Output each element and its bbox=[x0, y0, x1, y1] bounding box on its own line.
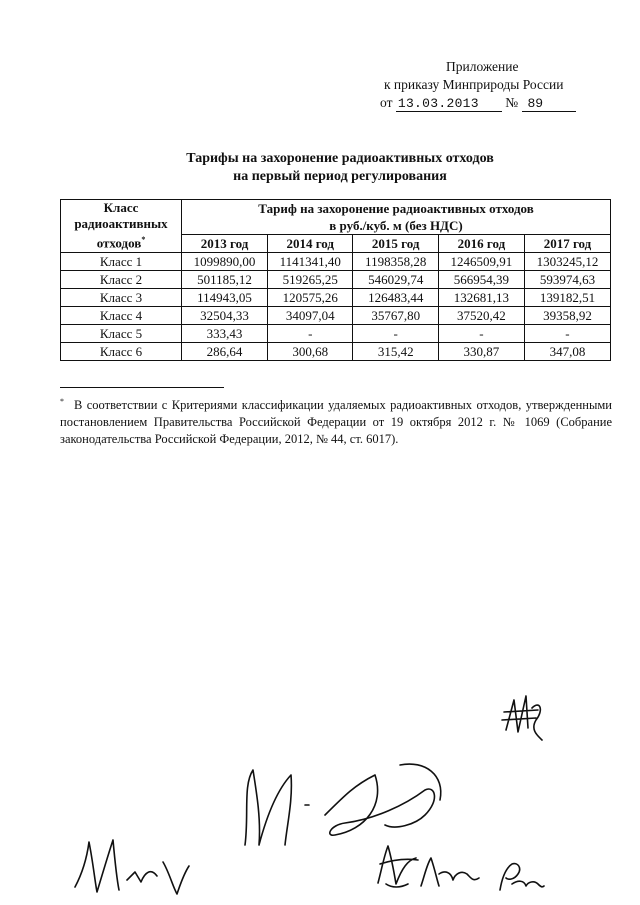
tariff-cell: 37520,42 bbox=[438, 307, 524, 325]
signature-mark bbox=[498, 690, 548, 750]
tariff-cell: 300,68 bbox=[268, 343, 353, 361]
table-header-row bbox=[61, 200, 611, 218]
tariff-header-line-1: Тариф на захоронение радиоактивных отходов bbox=[182, 200, 611, 218]
tariff-cell: 39358,92 bbox=[524, 307, 610, 325]
tariff-cell: 120575,26 bbox=[268, 289, 353, 307]
table-row bbox=[61, 325, 611, 343]
tariff-cell: - bbox=[353, 325, 438, 343]
tariff-cell: 34097,04 bbox=[268, 307, 353, 325]
year-header: 2016 год bbox=[438, 235, 524, 253]
tariff-cell: 139182,51 bbox=[524, 289, 610, 307]
table-row bbox=[61, 271, 611, 289]
footnote-mark: * bbox=[60, 397, 64, 406]
class-cell: Класс 4 bbox=[61, 307, 182, 325]
document-header bbox=[380, 58, 610, 112]
tariff-cell: 32504,33 bbox=[182, 307, 268, 325]
class-cell: Класс 2 bbox=[61, 271, 182, 289]
class-column-header bbox=[61, 200, 182, 253]
tariff-cell: - bbox=[524, 325, 610, 343]
tariff-table bbox=[60, 199, 611, 361]
class-cell: Класс 5 bbox=[61, 325, 182, 343]
tariff-cell: 35767,80 bbox=[353, 307, 438, 325]
year-header: 2014 год bbox=[268, 235, 353, 253]
tariff-cell: 546029,74 bbox=[353, 271, 438, 289]
year-header: 2015 год bbox=[353, 235, 438, 253]
title-line-2: на первый период регулирования bbox=[233, 169, 447, 184]
tariff-cell: 1141341,40 bbox=[268, 253, 353, 271]
tariff-cell: 1099890,00 bbox=[182, 253, 268, 271]
tariff-cell: 501185,12 bbox=[182, 271, 268, 289]
table-row bbox=[61, 289, 611, 307]
year-header: 2013 год bbox=[182, 235, 268, 253]
footnote-text: В соответствии с Критериями классификации удаляемых радиоактивных отходов, утвержденными постановлением Правительства Российской Федерации от 19 октября 2012 г. № 1069 (Собрание законодательства Российской Федерации, 2012, № 44, ст. 6017). bbox=[60, 398, 612, 447]
tariff-cell: 1303245,12 bbox=[524, 253, 610, 271]
signature-mark bbox=[492, 858, 547, 898]
tariff-cell: 519265,25 bbox=[268, 271, 353, 289]
document-title bbox=[60, 150, 620, 186]
table-row bbox=[61, 343, 611, 361]
class-header-line-1: Класс bbox=[103, 200, 139, 216]
number-prefix: № bbox=[505, 95, 519, 110]
tariff-cell: 286,64 bbox=[182, 343, 268, 361]
class-header-line-3: отходов bbox=[96, 235, 142, 251]
table-row bbox=[61, 253, 611, 271]
class-cell: Класс 3 bbox=[61, 289, 182, 307]
order-number: 89 bbox=[522, 97, 576, 112]
signature-mark bbox=[235, 745, 475, 860]
tariff-cell: 315,42 bbox=[353, 343, 438, 361]
order-reference: к приказу Минприроды России bbox=[384, 77, 564, 92]
tariff-cell: 330,87 bbox=[438, 343, 524, 361]
footnote-divider bbox=[60, 387, 224, 388]
date-prefix: от bbox=[380, 95, 393, 110]
tariff-cell: 114943,05 bbox=[182, 289, 268, 307]
footnote-marker: * bbox=[141, 235, 146, 245]
order-date-number-line bbox=[380, 94, 610, 112]
tariff-cell: 593974,63 bbox=[524, 271, 610, 289]
table-row bbox=[61, 307, 611, 325]
tariff-cell: 1246509,91 bbox=[438, 253, 524, 271]
tariff-cell: 333,43 bbox=[182, 325, 268, 343]
class-cell: Класс 6 bbox=[61, 343, 182, 361]
tariff-cell: - bbox=[268, 325, 353, 343]
class-cell: Класс 1 bbox=[61, 253, 182, 271]
title-line-1: Тарифы на захоронение радиоактивных отходов bbox=[186, 151, 494, 166]
signature-mark bbox=[415, 852, 485, 894]
signature-mark bbox=[65, 832, 195, 902]
tariff-cell: 126483,44 bbox=[353, 289, 438, 307]
class-header-line-2: радиоактивных bbox=[74, 216, 168, 232]
tariff-cell: 132681,13 bbox=[438, 289, 524, 307]
tariff-header-line-2: в руб./куб. м (без НДС) bbox=[182, 217, 611, 235]
tariff-cell: - bbox=[438, 325, 524, 343]
tariff-cell: 1198358,28 bbox=[353, 253, 438, 271]
tariff-cell: 566954,39 bbox=[438, 271, 524, 289]
order-date: 13.03.2013 bbox=[396, 97, 502, 112]
tariff-cell: 347,08 bbox=[524, 343, 610, 361]
year-header: 2017 год bbox=[524, 235, 610, 253]
appendix-label: Приложение bbox=[446, 59, 519, 74]
footnote bbox=[60, 393, 612, 448]
